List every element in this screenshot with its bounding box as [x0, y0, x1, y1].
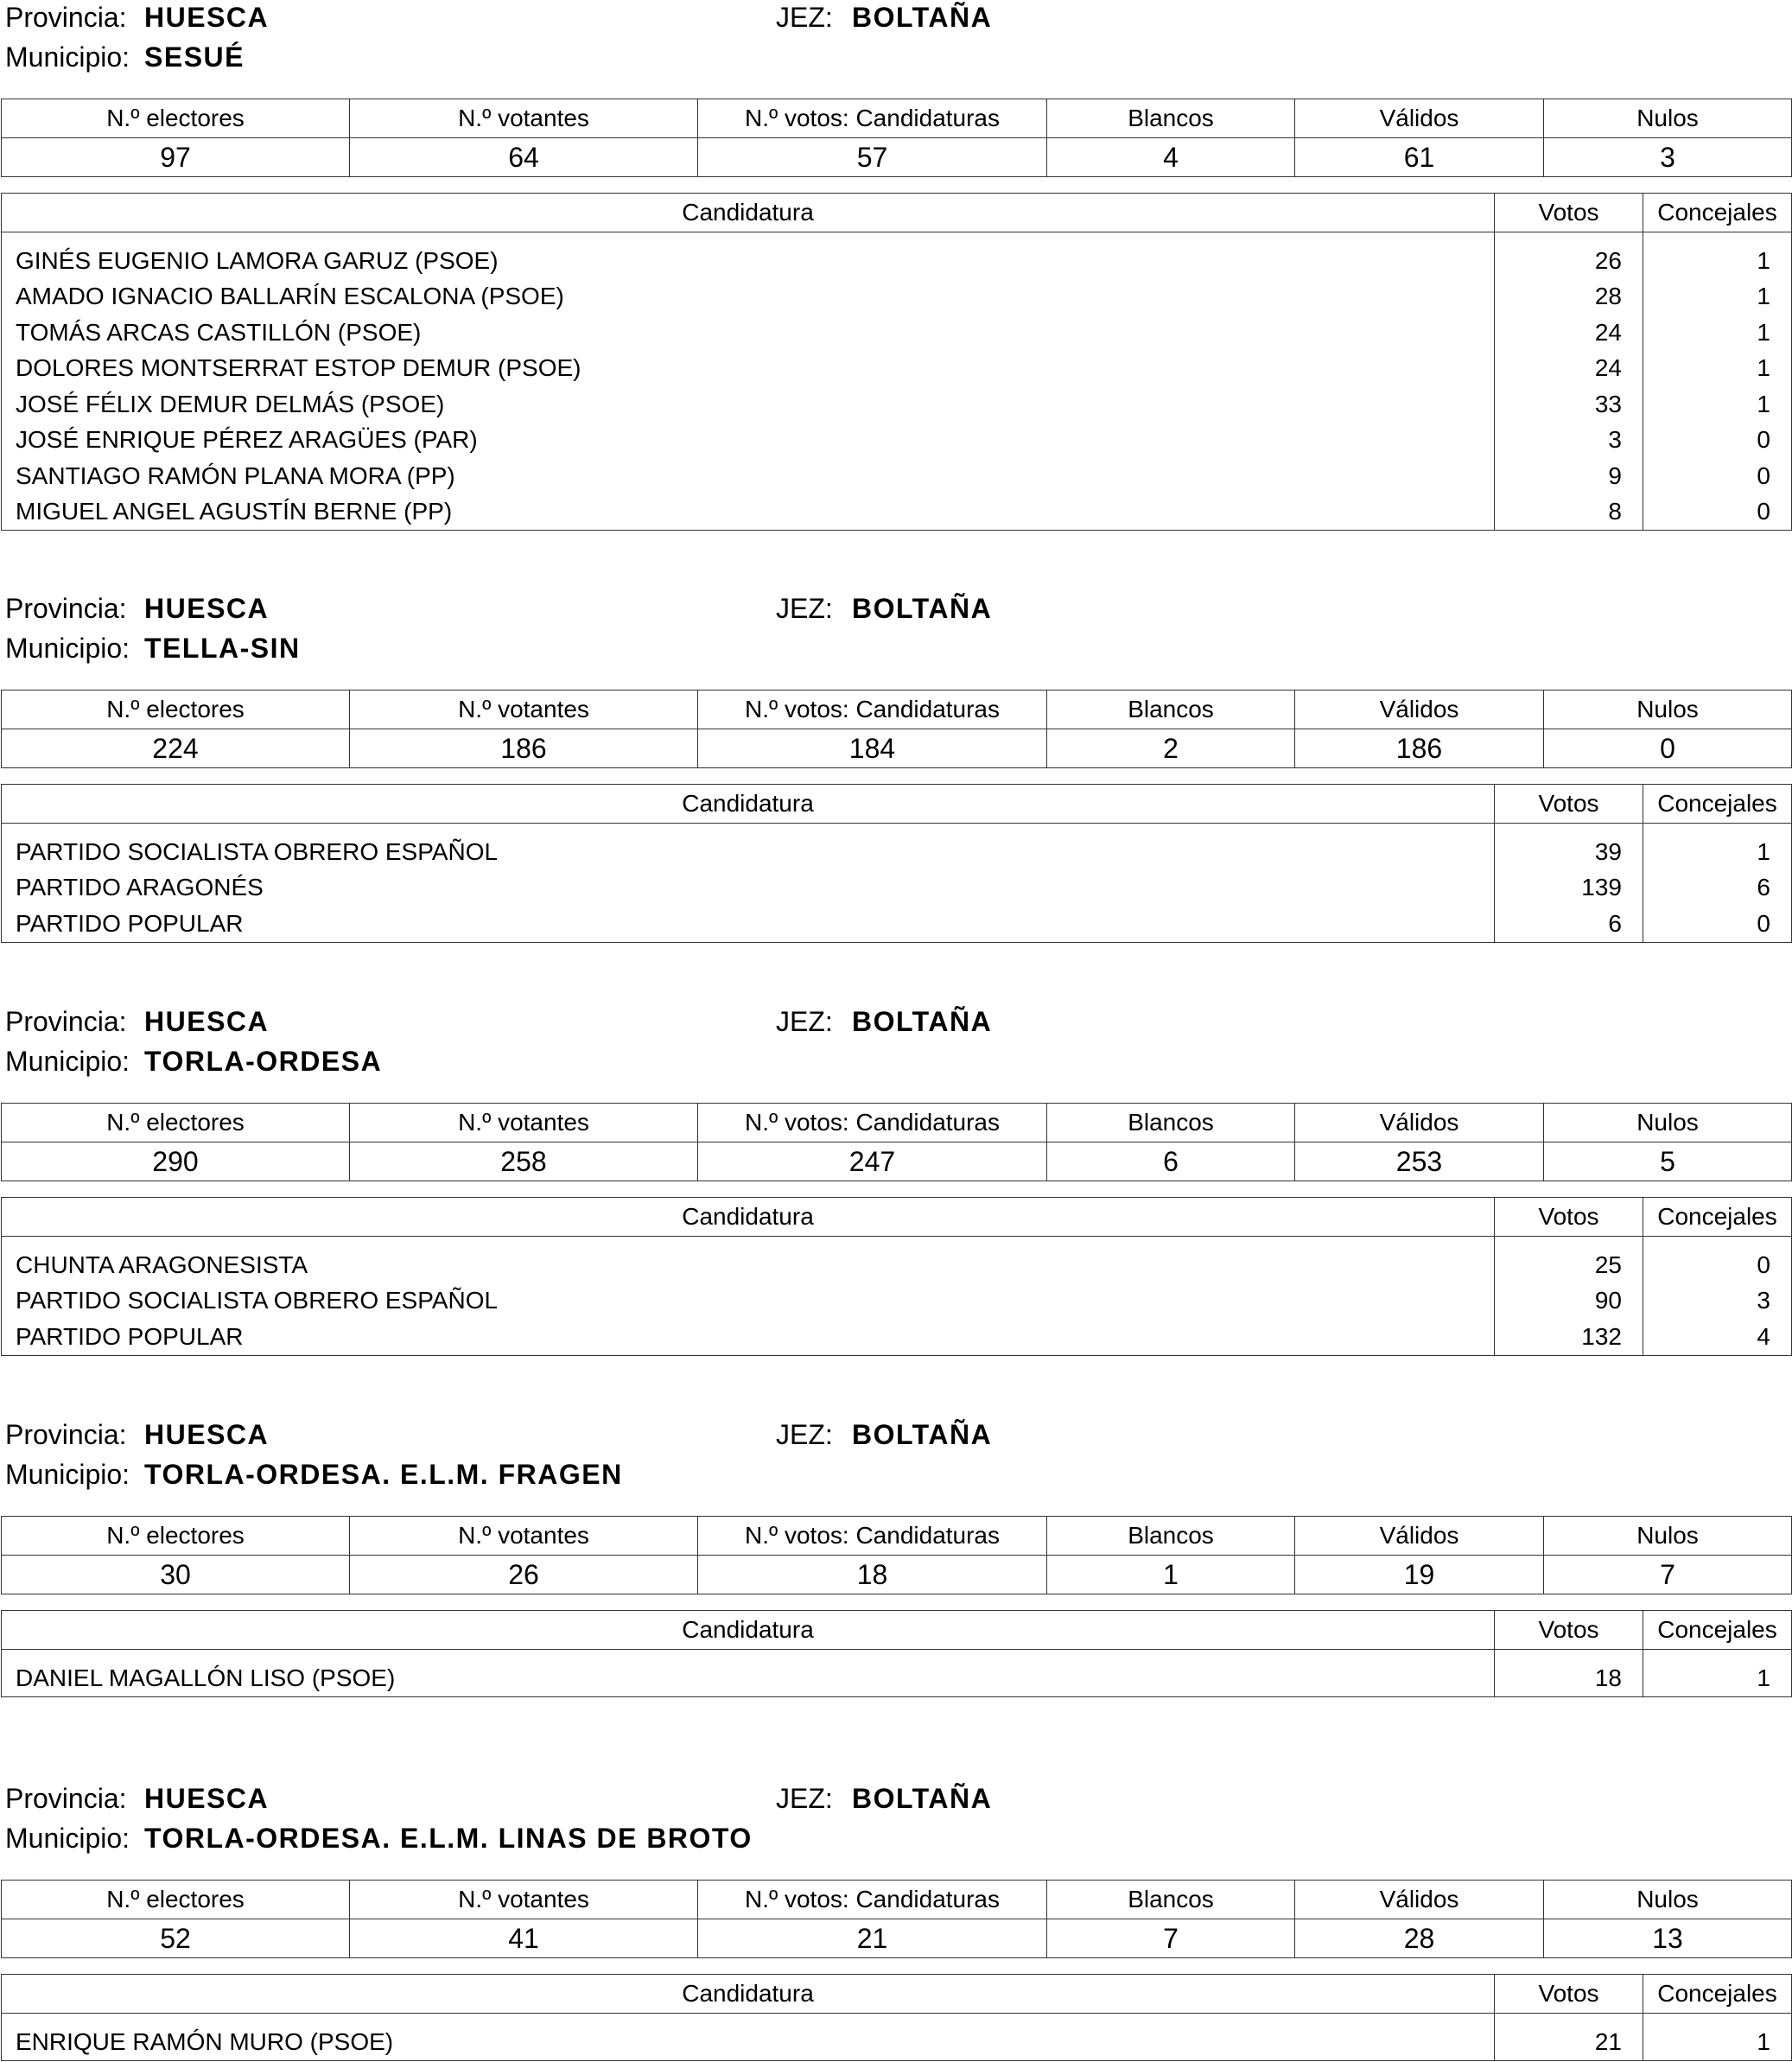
candidates-header-cell: Votos — [1495, 785, 1643, 824]
candidate-votos: 25 — [1495, 1247, 1643, 1283]
candidate-votos: 28 — [1495, 279, 1643, 315]
stats-table — [1, 1103, 1792, 1181]
candidates-spacer-row — [2, 1237, 1792, 1248]
provincia-label: Provincia: — [5, 2, 127, 33]
stats-value-cell: 61 — [1295, 138, 1544, 177]
candidate-row — [2, 279, 1792, 315]
candidate-concejales: 1 — [1643, 386, 1792, 423]
candidates-header-cell: Concejales — [1643, 1975, 1792, 2014]
candidate-name: GINÉS EUGENIO LAMORA GARUZ (PSOE) — [2, 243, 1495, 279]
candidate-concejales: 3 — [1643, 1283, 1792, 1320]
candidate-name: PARTIDO SOCIALISTA OBRERO ESPAÑOL — [2, 1283, 1495, 1320]
stats-value-cell: 28 — [1295, 1919, 1544, 1958]
candidate-concejales: 0 — [1643, 458, 1792, 494]
spacer-cell — [1495, 1237, 1643, 1248]
candidate-name: JOSÉ ENRIQUE PÉREZ ARAGÜES (PAR) — [2, 423, 1495, 459]
spacer-cell — [1643, 2014, 1792, 2025]
stats-header-cell: N.º electores — [2, 1881, 350, 1919]
candidates-table — [1, 1974, 1792, 2061]
stats-value-cell: 21 — [698, 1919, 1047, 1958]
stats-value-cell: 1 — [1047, 1556, 1295, 1594]
jez-label: JEZ: — [776, 2, 833, 33]
candidate-concejales: 4 — [1643, 1319, 1792, 1355]
candidate-concejales: 0 — [1643, 906, 1792, 942]
stats-value-row — [2, 729, 1792, 768]
candidate-row — [2, 351, 1792, 387]
stats-value-cell: 4 — [1047, 138, 1295, 177]
candidates-table — [1, 1610, 1792, 1697]
stats-value-row — [2, 138, 1792, 177]
provincia-header — [5, 1781, 270, 1816]
candidate-name: MIGUEL ANGEL AGUSTÍN BERNE (PP) — [2, 494, 1495, 531]
candidate-name: TOMÁS ARCAS CASTILLÓN (PSOE) — [2, 315, 1495, 351]
municipio-value: TORLA-ORDESA. E.L.M. FRAGEN — [144, 1459, 623, 1490]
stats-value-cell: 290 — [2, 1142, 350, 1181]
candidate-name: SANTIAGO RAMÓN PLANA MORA (PP) — [2, 458, 1495, 494]
stats-value-cell: 64 — [350, 138, 698, 177]
stats-header-cell: Válidos — [1295, 691, 1544, 729]
candidates-header-cell: Candidatura — [2, 194, 1495, 232]
spacer-cell — [1495, 1650, 1643, 1661]
spacer-cell — [1643, 824, 1792, 835]
stats-value-row — [2, 1556, 1792, 1594]
stats-header-cell: N.º votantes — [350, 99, 698, 138]
provincia-header — [5, 1417, 270, 1452]
stats-value-cell: 57 — [698, 138, 1047, 177]
candidate-votos: 18 — [1495, 1660, 1643, 1696]
stats-header-cell: Blancos — [1047, 99, 1295, 138]
stats-header-cell: Válidos — [1295, 99, 1544, 138]
candidate-concejales: 6 — [1643, 870, 1792, 907]
jez-header — [776, 1004, 993, 1039]
jez-header — [776, 0, 993, 35]
stats-value-cell: 7 — [1544, 1556, 1792, 1594]
candidates-header-cell: Concejales — [1643, 1611, 1792, 1650]
municipio-label: Municipio: — [5, 633, 130, 664]
stats-header-row — [2, 691, 1792, 729]
candidate-row — [2, 1247, 1792, 1283]
candidates-header-cell: Votos — [1495, 1975, 1643, 2014]
stats-header-cell: N.º votantes — [350, 1104, 698, 1142]
candidate-votos: 21 — [1495, 2024, 1643, 2060]
stats-table — [1, 1880, 1792, 1958]
jez-label: JEZ: — [776, 1006, 833, 1037]
stats-value-cell: 258 — [350, 1142, 698, 1181]
stats-header-cell: N.º votantes — [350, 1881, 698, 1919]
candidate-row — [2, 906, 1792, 942]
candidate-votos: 24 — [1495, 315, 1643, 351]
municipio-header — [5, 631, 301, 665]
stats-header-cell: N.º votos: Candidaturas — [698, 1104, 1047, 1142]
municipio-header — [5, 40, 245, 74]
candidates-header-row — [2, 1198, 1792, 1237]
stats-value-cell: 253 — [1295, 1142, 1544, 1181]
candidate-concejales: 0 — [1643, 494, 1792, 531]
candidate-name: ENRIQUE RAMÓN MURO (PSOE) — [2, 2024, 1495, 2060]
candidate-name: CHUNTA ARAGONESISTA — [2, 1247, 1495, 1283]
jez-value: BOLTAÑA — [852, 1419, 993, 1450]
provincia-label: Provincia: — [5, 1419, 127, 1450]
candidate-votos: 33 — [1495, 386, 1643, 423]
stats-value-cell: 224 — [2, 729, 350, 768]
candidate-name: AMADO IGNACIO BALLARÍN ESCALONA (PSOE) — [2, 279, 1495, 315]
candidate-concejales: 1 — [1643, 279, 1792, 315]
stats-header-cell: N.º electores — [2, 691, 350, 729]
stats-value-cell: 97 — [2, 138, 350, 177]
candidate-row — [2, 458, 1792, 494]
candidate-row — [2, 423, 1792, 459]
candidate-votos: 6 — [1495, 906, 1643, 942]
stats-header-row — [2, 1517, 1792, 1556]
jez-label: JEZ: — [776, 593, 833, 624]
candidate-name: DOLORES MONTSERRAT ESTOP DEMUR (PSOE) — [2, 351, 1495, 387]
candidate-votos: 24 — [1495, 351, 1643, 387]
stats-header-cell: N.º electores — [2, 1104, 350, 1142]
stats-header-cell: N.º electores — [2, 99, 350, 138]
stats-value-cell: 7 — [1047, 1919, 1295, 1958]
candidate-votos: 8 — [1495, 494, 1643, 531]
stats-header-cell: Blancos — [1047, 1104, 1295, 1142]
jez-label: JEZ: — [776, 1419, 833, 1450]
stats-value-row — [2, 1142, 1792, 1181]
spacer-cell — [1495, 824, 1643, 835]
spacer-cell — [2, 2014, 1495, 2025]
candidate-concejales: 1 — [1643, 1660, 1792, 1696]
candidates-header-cell: Votos — [1495, 194, 1643, 232]
stats-table — [1, 1516, 1792, 1594]
stats-value-cell: 6 — [1047, 1142, 1295, 1181]
candidate-row — [2, 834, 1792, 870]
candidates-table — [1, 193, 1792, 531]
candidate-name: JOSÉ FÉLIX DEMUR DELMÁS (PSOE) — [2, 386, 1495, 423]
stats-header-cell: Nulos — [1544, 1881, 1792, 1919]
jez-value: BOLTAÑA — [852, 1783, 993, 1814]
jez-label: JEZ: — [776, 1783, 833, 1814]
candidate-row — [2, 2024, 1792, 2060]
candidate-row — [2, 315, 1792, 351]
candidate-row — [2, 243, 1792, 279]
candidates-header-cell: Votos — [1495, 1611, 1643, 1650]
stats-header-cell: Nulos — [1544, 1517, 1792, 1556]
candidates-header-cell: Concejales — [1643, 785, 1792, 824]
candidates-spacer-row — [2, 824, 1792, 835]
candidates-table — [1, 784, 1792, 943]
stats-header-cell: Blancos — [1047, 1881, 1295, 1919]
municipio-value: TORLA-ORDESA. E.L.M. LINAS DE BROTO — [144, 1823, 753, 1854]
candidate-concejales: 1 — [1643, 2024, 1792, 2060]
municipio-header — [5, 1821, 753, 1855]
stats-value-cell: 19 — [1295, 1556, 1544, 1594]
provincia-header — [5, 0, 270, 35]
candidates-table — [1, 1197, 1792, 1356]
provincia-value: HUESCA — [144, 1783, 270, 1814]
candidates-header-row — [2, 785, 1792, 824]
candidate-name: PARTIDO ARAGONÉS — [2, 870, 1495, 907]
provincia-value: HUESCA — [144, 1419, 270, 1450]
candidate-votos: 90 — [1495, 1283, 1643, 1320]
stats-header-row — [2, 1104, 1792, 1142]
candidates-header-cell: Concejales — [1643, 194, 1792, 232]
candidate-concejales: 1 — [1643, 834, 1792, 870]
municipio-header — [5, 1457, 623, 1492]
candidates-header-cell: Concejales — [1643, 1198, 1792, 1237]
municipio-label: Municipio: — [5, 41, 130, 73]
stats-header-cell: N.º votos: Candidaturas — [698, 1881, 1047, 1919]
provincia-label: Provincia: — [5, 593, 127, 624]
jez-header — [776, 1417, 993, 1452]
candidates-header-cell: Candidatura — [2, 1198, 1495, 1237]
stats-header-cell: Nulos — [1544, 1104, 1792, 1142]
candidate-name: PARTIDO SOCIALISTA OBRERO ESPAÑOL — [2, 834, 1495, 870]
candidate-votos: 132 — [1495, 1319, 1643, 1355]
municipio-value: SESUÉ — [144, 41, 245, 73]
stats-header-cell: Nulos — [1544, 691, 1792, 729]
municipio-label: Municipio: — [5, 1823, 130, 1854]
candidates-header-cell: Votos — [1495, 1198, 1643, 1237]
spacer-cell — [1495, 232, 1643, 244]
stats-value-cell: 184 — [698, 729, 1047, 768]
stats-value-cell: 41 — [350, 1919, 698, 1958]
provincia-header — [5, 591, 270, 626]
candidate-name: DANIEL MAGALLÓN LISO (PSOE) — [2, 1660, 1495, 1696]
spacer-cell — [2, 824, 1495, 835]
stats-header-cell: N.º votantes — [350, 691, 698, 729]
stats-value-cell: 2 — [1047, 729, 1295, 768]
provincia-label: Provincia: — [5, 1783, 127, 1814]
candidates-spacer-row — [2, 232, 1792, 244]
stats-value-cell: 18 — [698, 1556, 1047, 1594]
stats-value-cell: 0 — [1544, 729, 1792, 768]
stats-value-cell: 3 — [1544, 138, 1792, 177]
jez-value: BOLTAÑA — [852, 2, 993, 33]
candidate-votos: 39 — [1495, 834, 1643, 870]
stats-header-cell: N.º votos: Candidaturas — [698, 691, 1047, 729]
stats-value-cell: 26 — [350, 1556, 698, 1594]
spacer-cell — [1643, 1237, 1792, 1248]
candidate-votos: 9 — [1495, 458, 1643, 494]
stats-header-cell: N.º votantes — [350, 1517, 698, 1556]
jez-value: BOLTAÑA — [852, 593, 993, 624]
stats-value-cell: 30 — [2, 1556, 350, 1594]
candidates-header-cell: Candidatura — [2, 1611, 1495, 1650]
stats-table — [1, 99, 1792, 177]
candidate-concejales: 1 — [1643, 315, 1792, 351]
candidates-header-row — [2, 1975, 1792, 2014]
jez-header — [776, 591, 993, 626]
candidate-row — [2, 1283, 1792, 1320]
stats-value-row — [2, 1919, 1792, 1958]
stats-header-cell: Blancos — [1047, 1517, 1295, 1556]
spacer-cell — [2, 1650, 1495, 1661]
stats-header-cell: N.º votos: Candidaturas — [698, 1517, 1047, 1556]
candidates-header-row — [2, 194, 1792, 232]
candidates-spacer-row — [2, 1650, 1792, 1661]
candidates-header-cell: Candidatura — [2, 785, 1495, 824]
stats-header-cell: Válidos — [1295, 1881, 1544, 1919]
stats-header-row — [2, 1881, 1792, 1919]
candidate-concejales: 1 — [1643, 243, 1792, 279]
stats-value-cell: 186 — [1295, 729, 1544, 768]
stats-header-cell: Nulos — [1544, 99, 1792, 138]
provincia-value: HUESCA — [144, 1006, 270, 1037]
stats-value-cell: 5 — [1544, 1142, 1792, 1181]
stats-header-cell: N.º votos: Candidaturas — [698, 99, 1047, 138]
candidate-row — [2, 870, 1792, 907]
spacer-cell — [1495, 2014, 1643, 2025]
provincia-header — [5, 1004, 270, 1039]
municipio-value: TORLA-ORDESA — [144, 1046, 383, 1077]
candidate-row — [2, 386, 1792, 423]
candidates-header-cell: Candidatura — [2, 1975, 1495, 2014]
candidates-spacer-row — [2, 2014, 1792, 2025]
municipio-header — [5, 1044, 383, 1079]
candidate-row — [2, 1319, 1792, 1355]
candidate-row — [2, 1660, 1792, 1696]
candidate-name: PARTIDO POPULAR — [2, 1319, 1495, 1355]
candidate-concejales: 0 — [1643, 423, 1792, 459]
candidate-votos: 3 — [1495, 423, 1643, 459]
stats-header-cell: Válidos — [1295, 1517, 1544, 1556]
stats-header-cell: N.º electores — [2, 1517, 350, 1556]
candidate-name: PARTIDO POPULAR — [2, 906, 1495, 942]
candidate-row — [2, 494, 1792, 531]
municipio-value: TELLA-SIN — [144, 633, 301, 664]
stats-value-cell: 186 — [350, 729, 698, 768]
candidates-header-row — [2, 1611, 1792, 1650]
spacer-cell — [2, 232, 1495, 244]
spacer-cell — [1643, 1650, 1792, 1661]
municipio-label: Municipio: — [5, 1459, 130, 1490]
candidate-concejales: 0 — [1643, 1247, 1792, 1283]
candidate-concejales: 1 — [1643, 351, 1792, 387]
jez-value: BOLTAÑA — [852, 1006, 993, 1037]
provincia-label: Provincia: — [5, 1006, 127, 1037]
candidate-votos: 139 — [1495, 870, 1643, 907]
stats-value-cell: 247 — [698, 1142, 1047, 1181]
provincia-value: HUESCA — [144, 593, 270, 624]
provincia-value: HUESCA — [144, 2, 270, 33]
stats-header-cell: Válidos — [1295, 1104, 1544, 1142]
municipio-label: Municipio: — [5, 1046, 130, 1077]
spacer-cell — [1643, 232, 1792, 244]
stats-table — [1, 690, 1792, 768]
stats-header-row — [2, 99, 1792, 138]
stats-value-cell: 13 — [1544, 1919, 1792, 1958]
stats-value-cell: 52 — [2, 1919, 350, 1958]
jez-header — [776, 1781, 993, 1816]
stats-header-cell: Blancos — [1047, 691, 1295, 729]
candidate-votos: 26 — [1495, 243, 1643, 279]
spacer-cell — [2, 1237, 1495, 1248]
